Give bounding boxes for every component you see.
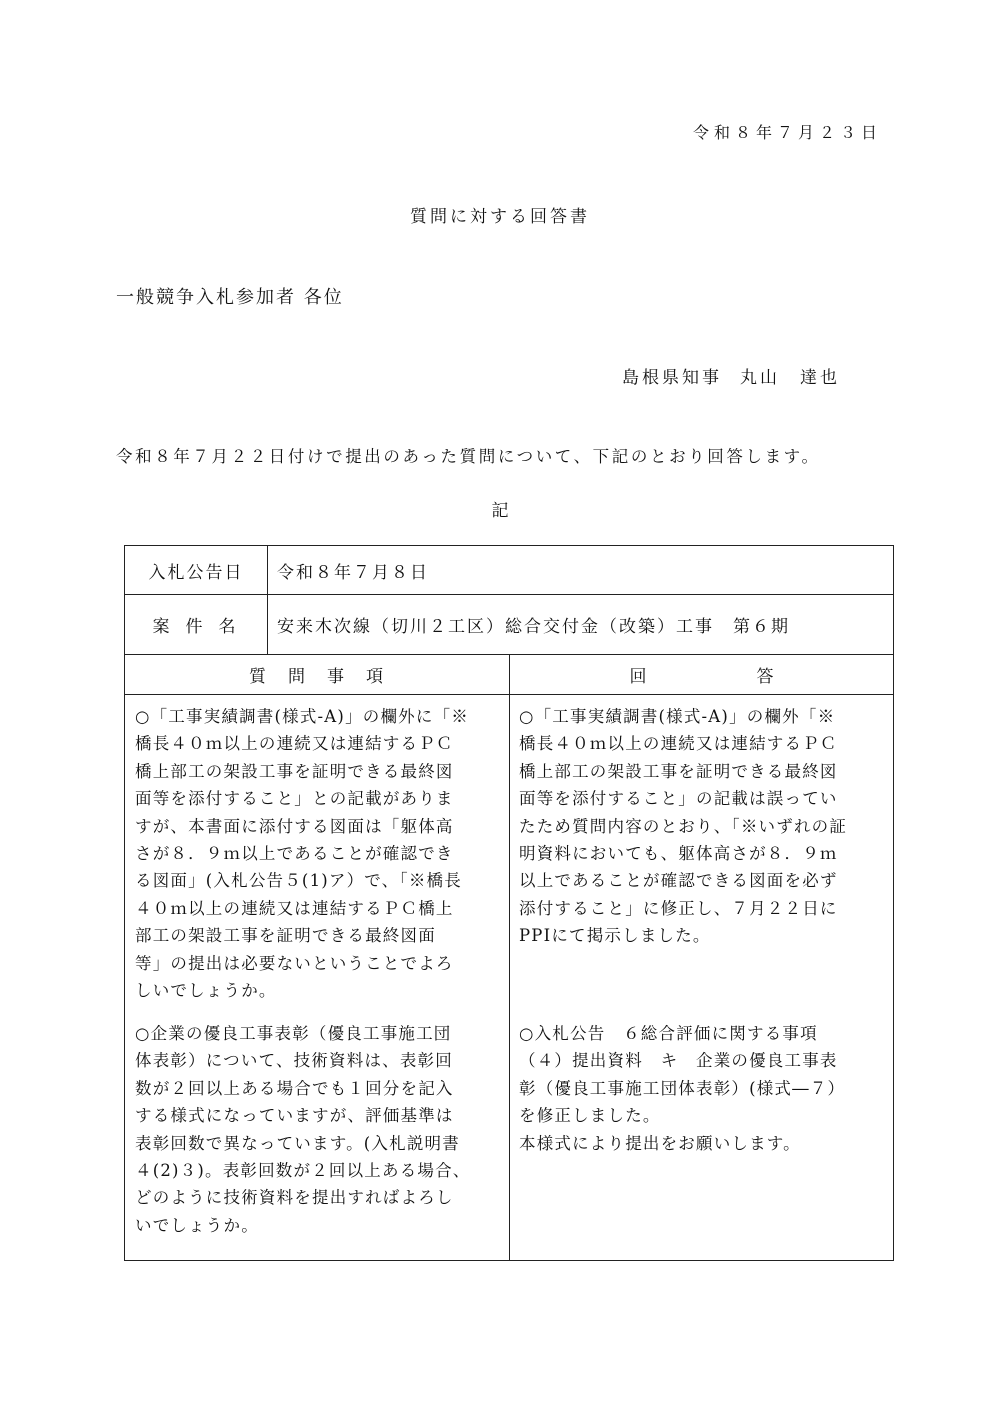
text-line: 橋長４０ｍ以上の連続又は連結するＰＣ (519, 734, 838, 754)
sender (622, 363, 840, 388)
sender-org: 島根県知事 (622, 368, 722, 388)
text-line: 表彰回数で異なっています。(入札説明書 (135, 1133, 460, 1153)
text-line: ○「工事実績調書(様式-A)」の欄外「※ (519, 707, 836, 726)
text-line: る図面」(入札公告５(1)ア）で、「※橋長 (135, 871, 462, 891)
text-line: 部工の架設工事を証明できる最終図面 (135, 926, 436, 946)
document-date: 令和８年７月２３日 (692, 123, 882, 142)
announcement-date-label: 入札公告日 (125, 546, 268, 594)
text-line: する様式になっていますが、評価基準は (135, 1106, 454, 1126)
text-line: 橋上部工の架設工事を証明できる最終図 (135, 761, 454, 781)
text-line: PPIにて掲示しました。 (519, 926, 711, 946)
project-name-row (125, 594, 893, 655)
question-1 (135, 703, 503, 1004)
text-line: 添付すること」に修正し、７月２２日に (519, 898, 838, 918)
text-line: ○「工事実績調書(様式-A)」の欄外に「※ (135, 707, 469, 726)
project-name-label: 案件名 (125, 594, 268, 654)
announcement-date-row (125, 546, 893, 595)
text-line: 以上であることが確認できる図面を必ず (519, 871, 838, 891)
text-line: ○企業の優良工事表彰（優良工事施工団 (135, 1024, 452, 1043)
document-title: 質問に対する回答書 (410, 207, 590, 227)
sender-given-name: 達也 (800, 368, 840, 388)
project-name-value: 安来木次線（切川２工区）総合交付金（改築）工事 第６期 (277, 616, 790, 637)
text-line: 明資料においても、躯体高さが８．９ｍ (519, 844, 838, 864)
recipient: 一般競争入札参加者 各位 (116, 287, 344, 308)
text-line: すが、本書面に添付する図面は「躯体高 (135, 816, 454, 836)
sender-family-name: 丸山 (740, 368, 780, 388)
text-line: ４０ｍ以上の連続又は連結するＰＣ橋上 (135, 898, 454, 918)
column-divider (509, 654, 510, 1260)
answer-header: 回答 (629, 666, 884, 687)
text-line: どのように技術資料を提出すればよろし (135, 1188, 454, 1208)
text-line: いでしょうか。 (135, 1215, 259, 1235)
text-line: 本様式により提出をお願いします。 (519, 1133, 801, 1153)
text-line: 体表彰）について、技術資料は、表彰回 (135, 1051, 453, 1071)
text-line: さが８．９ｍ以上であることが確認でき (135, 844, 454, 864)
question-2 (135, 1020, 503, 1239)
text-line: ○入札公告 ６総合評価に関する事項 (519, 1024, 818, 1043)
text-line: を修正しました。 (519, 1106, 661, 1126)
answer-1 (519, 703, 887, 950)
text-line: 橋上部工の架設工事を証明できる最終図 (519, 761, 838, 781)
ki-heading: 記 (491, 501, 509, 521)
text-line: 橋長４０ｍ以上の連続又は連結するＰＣ (135, 734, 454, 754)
intro-text: 令和８年７月２２日付けで提出のあった質問について、下記のとおり回答します。 (116, 447, 821, 466)
text-line: ４(2)３)。表彰回数が２回以上ある場合、 (135, 1161, 471, 1181)
answer-2 (519, 1020, 887, 1157)
text-line: しいでしょうか。 (135, 981, 277, 1001)
text-line: たため質問内容のとおり、「※いずれの証 (519, 816, 848, 836)
question-header: 質問事項 (249, 666, 405, 687)
qa-table (124, 545, 894, 1261)
text-line: 数が２回以上ある場合でも１回分を記入 (135, 1078, 454, 1098)
text-line: 面等を添付すること」の記載は誤ってい (519, 789, 838, 809)
announcement-date-value: 令和８年７月８日 (277, 562, 429, 583)
text-line: 面等を添付すること」との記載がありま (135, 789, 454, 809)
text-line: 等」の提出は必要ないということでよろ (135, 953, 454, 973)
text-line: 彰（優良工事施工団体表彰）(様式―７） (519, 1078, 846, 1098)
text-line: （４）提出資料 キ 企業の優良工事表 (519, 1051, 838, 1071)
